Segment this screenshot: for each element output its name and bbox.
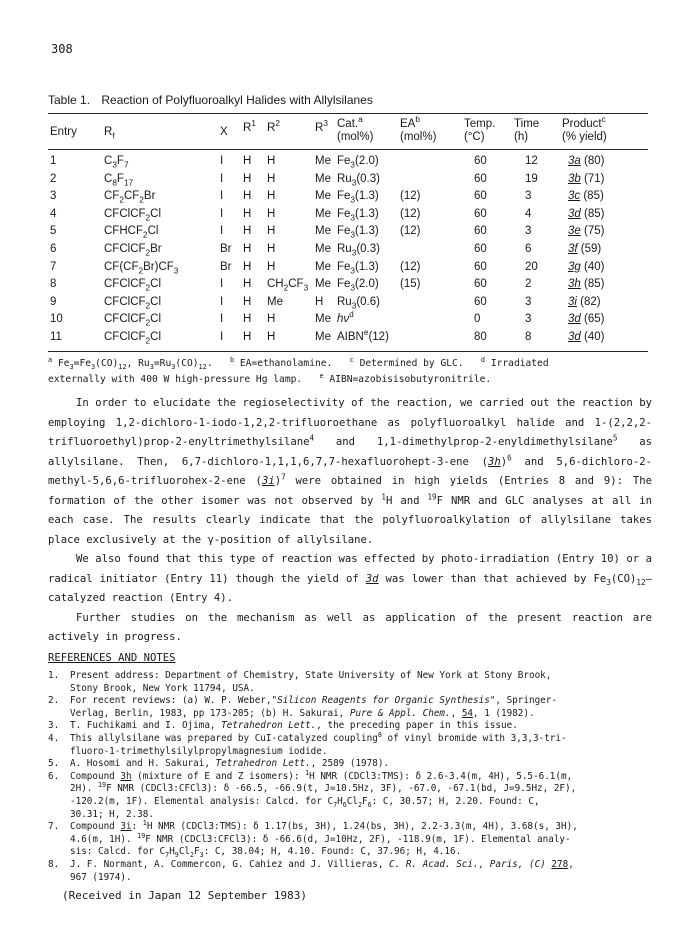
cell-entry: 1	[50, 155, 57, 167]
cell-r2: H	[267, 331, 276, 343]
cell-x: I	[220, 331, 224, 343]
cell-entry: 9	[50, 295, 57, 308]
received-date: (Received in Japan 12 September 1983)	[62, 889, 308, 902]
table-bottom-rule	[48, 351, 648, 352]
table-title: Reaction of Polyfluoroalkyl Halides with Allylsilanes	[101, 93, 373, 107]
cell-cat: $Fe_3(1.3)$	[337, 207, 379, 223]
cell-r1: H	[243, 260, 252, 273]
cell-time: 3	[525, 313, 532, 326]
cell-r1: H	[243, 243, 252, 255]
cell-temp: 60	[474, 278, 487, 291]
cell-ea: (12)	[400, 225, 421, 238]
cell-x: Br	[220, 260, 232, 273]
cell-cat: $Fe_3(1.3)$	[337, 190, 379, 205]
cell-cat: $Ru_3(0.3)$	[337, 243, 380, 258]
header-rf: $R_f$	[104, 126, 115, 141]
cell-product: 3c (85)	[568, 190, 604, 203]
cell-x: Br	[220, 243, 232, 255]
header-entry: Entry	[50, 126, 77, 138]
cell-r2: H	[267, 207, 276, 220]
references-list	[48, 670, 652, 884]
cell-cat: $Fe_3(1.3)$	[337, 260, 379, 275]
cell-temp: 60	[474, 295, 487, 308]
cell-r1: H	[243, 278, 252, 291]
cell-rf: CFClCF$_2$Cl	[104, 331, 162, 346]
cell-r2: H	[267, 313, 276, 326]
cell-time: 3	[525, 295, 532, 308]
cell-entry: 4	[50, 207, 57, 220]
cell-temp: 60	[474, 172, 487, 185]
cell-time: 20	[525, 260, 538, 273]
cell-r1: H	[243, 225, 252, 238]
cell-r2: H	[267, 155, 276, 167]
cell-r2: Me	[267, 295, 283, 308]
cell-r3: H	[315, 295, 324, 308]
cell-rf: $CFHCF_2Cl$	[104, 225, 159, 240]
table-footnote-1: $^a$ $Fe_3=Fe_3(CO)_{12}$, $Ru_3=Ru_3(CO)_{12}$. $^b$ EA=ethanolamine. $^c$ Determined by GLC. $^d$ Irradiated	[48, 355, 549, 371]
reference-item: 1. Present address: Department of Chemistry, State University of New York at Stony Brook, Stony Brook, New York 11794, USA.	[48, 670, 552, 694]
header-ea: $EA^b$ (mol%)	[400, 115, 437, 143]
reference-item: 8. J. F. Normant, A. Commercon, G. Cahiez and J. Villieras, C. R. Acad. Sci., Paris, (C) 278, 967 (1974).	[48, 858, 574, 883]
header-time: Time (h)	[514, 118, 540, 143]
cell-cat: $Fe_3(2.0)$	[337, 155, 379, 170]
cell-r1: H	[243, 155, 252, 167]
cell-r3: Me	[315, 313, 331, 326]
cell-rf: $C_3F_7$	[104, 155, 129, 170]
cell-product: 3h (85)	[568, 278, 605, 291]
table-caption	[48, 93, 373, 107]
cell-rf: $CF_2CF_2Br$	[104, 190, 156, 205]
cell-product: 3i (82)	[568, 295, 601, 308]
cell-x: I	[220, 207, 224, 220]
reference-item: 7. Compound 3i: $^1$H NMR (CDCl3:TMS): δ 1.17(bs, 3H), 1.24(bs, 3H), 2.2-3.3(m, 4H), 3.68(s, 3H), 4.6(m, 1H). $^{19}$F NMR (CDCl3:CFCl3): δ -66.6(d, J=10Hz, 2F), -118.9(m, 1F). Elemental analy- sis: Calcd. for $C_7H_9Cl_2F_3$: C, 38.04; H, 4.10. Found: C, 37.96; H, 4.16.	[48, 819, 578, 860]
paragraph: In order to elucidate the regioselectivity of the reaction, we carried out the reaction by employing 1,2-dichloro-1-iodo-1,2,2-trifluoroethane as polyfluoroalkyl halide and 1-(2,2,2-trifluoroethyl)prop-2-enyltrimethylsilane$^4$ and 1,1-dimethylprop-2-enyldimethylsilane$^5$ as allylsilane. Then, 6,7-dichloro-1,1,1,6,7,7-hexafluorohept-3-ene $(3h)^6$ and 5,6-dichloro-2-methyl-5,6,6-trifluorohex-2-ene $(3i)^7$ were obtained in high yields (Entries 8 and 9): The formation of the other isomer was not observed by $^1$H and $^{19}$F NMR and GLC analyses at all in each case. The results clearly indicate that the polyfluoroalkylation of allylsilane takes place exclusively at the γ-position of allylsilane.	[48, 397, 653, 546]
cell-temp: 60	[474, 207, 487, 220]
cell-time: 8	[525, 331, 532, 343]
cell-r1: H	[243, 331, 252, 343]
cell-x: I	[220, 313, 224, 326]
cell-entry: 6	[50, 243, 57, 255]
cell-cat: $Fe_3(1.3)$	[337, 225, 379, 240]
cell-r2: H	[267, 190, 276, 203]
body-text	[48, 394, 652, 648]
cell-product: 3d (40)	[568, 331, 605, 343]
cell-time: 6	[525, 243, 532, 255]
cell-r2: H	[267, 225, 276, 238]
table-header-rule	[48, 149, 648, 150]
cell-cat: $h\nu^d$	[337, 310, 354, 326]
cell-ea: (12)	[400, 260, 421, 273]
header-cat: Cat.$^a$ (mol%)	[337, 115, 374, 143]
cell-time: 3	[525, 225, 532, 238]
cell-temp: 60	[474, 260, 487, 273]
table-footnote-2: externally with 400 W high-pressure Hg lamp. $^e$ AIBN=azobisisobutyronitrile.	[48, 371, 492, 385]
reference-item: 2. For recent reviews: (a) W. P. Weber,"Silicon Reagents for Organic Synthesis", Springer- Verlag, Berlin, 1983, pp 173-205; (b) H. Sakurai, Pure & Appl. Chem., 54, 1 (1982).	[48, 695, 557, 719]
table-label: Table 1.	[48, 93, 91, 107]
cell-time: 2	[525, 278, 532, 291]
cell-entry: 2	[50, 172, 57, 185]
cell-temp: 60	[474, 225, 487, 238]
header-product: Product$^c$ (% yield)	[562, 115, 607, 143]
cell-r3: Me	[315, 225, 331, 238]
cell-r3: Me	[315, 172, 331, 185]
cell-rf: $C_8F_{17}$	[104, 172, 134, 187]
cell-product: 3d (85)	[568, 207, 605, 220]
cell-product: 3g (40)	[568, 260, 605, 273]
cell-product: 3a (80)	[568, 155, 605, 167]
cell-x: I	[220, 172, 224, 185]
cell-product: 3b (71)	[568, 172, 605, 185]
cell-entry: 5	[50, 225, 57, 238]
references-heading: REFERENCES AND NOTES	[48, 652, 176, 664]
cell-r1: H	[243, 172, 252, 185]
cell-product: 3f (59)	[568, 243, 602, 255]
paragraph: Further studies on the mechanism as well as application of the present reaction are actively in progress.	[48, 611, 652, 643]
cell-cat: $Fe_3(2.0)$	[337, 278, 379, 293]
header-r2: $R^2$	[267, 119, 280, 134]
cell-temp: 60	[474, 155, 487, 167]
cell-temp: 80	[474, 331, 487, 343]
cell-x: I	[220, 155, 224, 167]
cell-temp: 0	[474, 313, 481, 326]
header-r3: $R^3$	[315, 119, 328, 134]
reference-item: 4. This allylsilane was prepared by CuI-catalyzed coupling$^8$ of vinyl bromide with 3,3,3-tri- fluoro-1-trimethylsilylpropylmagnesium iodide.	[48, 730, 567, 757]
cell-entry: 7	[50, 260, 57, 273]
cell-r2: $CH_2CF_3$	[267, 278, 309, 293]
cell-r3: Me	[315, 331, 331, 343]
cell-ea: (12)	[400, 190, 421, 203]
cell-ea: (15)	[400, 278, 421, 291]
cell-time: 12	[525, 155, 538, 167]
cell-r2: H	[267, 172, 276, 185]
cell-rf: CFClCF$_2$Cl	[104, 207, 162, 223]
cell-rf: CFClCF$_2$Cl	[104, 295, 162, 311]
cell-cat: $Ru_3(0.6)$	[337, 295, 380, 311]
cell-entry: 10	[50, 313, 63, 326]
reference-item: 3. T. Fuchikami and I. Ojima, Tetrahedron Lett., the preceding paper in this issue.	[48, 720, 518, 732]
cell-entry: 11	[50, 331, 62, 343]
cell-entry: 8	[50, 278, 57, 291]
cell-r3: Me	[315, 190, 331, 203]
header-temp: Temp. (°C)	[464, 118, 496, 143]
header-x: X	[220, 126, 228, 138]
cell-product: 3e (75)	[568, 225, 605, 238]
paragraph: We also found that this type of reaction was effected by photo-irradiation (Entry 10) or a radical initiator (Entry 11) though the yield of 3d was lower than that achieved by $Fe_3(CO)_{12}$–catalyzed reaction (Entry 4).	[48, 553, 652, 604]
cell-time: 19	[525, 172, 538, 185]
cell-cat: $Ru_3(0.3)$	[337, 172, 380, 187]
cell-r2: H	[267, 260, 276, 273]
cell-temp: 60	[474, 243, 487, 255]
cell-r3: Me	[315, 243, 331, 255]
cell-rf: CFClCF$_2$Cl	[104, 313, 162, 328]
cell-cat: AIBN$^e$(12)	[337, 328, 389, 343]
reference-item: 5. A. Hosomi and H. Sakurai, Tetrahedron Lett., 2589 (1978).	[48, 758, 390, 770]
cell-r3: Me	[315, 278, 331, 291]
cell-r2: H	[267, 243, 276, 255]
cell-r3: Me	[315, 155, 331, 167]
cell-x: I	[220, 295, 224, 308]
cell-product: 3d (65)	[568, 313, 605, 326]
cell-time: 3	[525, 190, 532, 203]
cell-r3: Me	[315, 260, 331, 273]
cell-r1: H	[243, 190, 252, 203]
cell-entry: 3	[50, 190, 57, 203]
cell-x: I	[220, 190, 224, 203]
page-number: 308	[51, 42, 73, 56]
cell-rf: $CF(CF_2Br)CF_3$	[104, 260, 179, 275]
cell-rf: CFClCF$_2$Cl	[104, 278, 162, 293]
cell-r3: Me	[315, 207, 331, 220]
reference-item: 6. Compound 3h (mixture of E and Z isomers): $^1$H NMR (CDCl3:TMS): δ 2.6-3.4(m, 4H), 5.5-6.1(m, 2H). $^{19}$F NMR (CDCl3:CFCl3): δ -66.5, -66.9(t, J=10.5Hz, 3F), -67.0, -67.1(bd, J=9.5Hz, 2F), -120.2(m, 1F). Elemental analysis: Calcd. for $C_7H_6Cl_2F_6$: C, 30.57; H, 2.20. Found: C, 30.31; H, 2.38.	[48, 768, 577, 820]
cell-x: I	[220, 225, 224, 238]
cell-ea: (12)	[400, 207, 421, 220]
cell-time: 4	[525, 207, 532, 220]
cell-r1: H	[243, 207, 252, 220]
header-r1: $R^1$	[243, 119, 256, 134]
cell-r1: H	[243, 313, 252, 326]
cell-r1: H	[243, 295, 252, 308]
cell-rf: CFClCF$_2$Br	[104, 243, 162, 258]
cell-x: I	[220, 278, 224, 291]
cell-temp: 60	[474, 190, 487, 203]
table-top-rule	[48, 113, 648, 114]
